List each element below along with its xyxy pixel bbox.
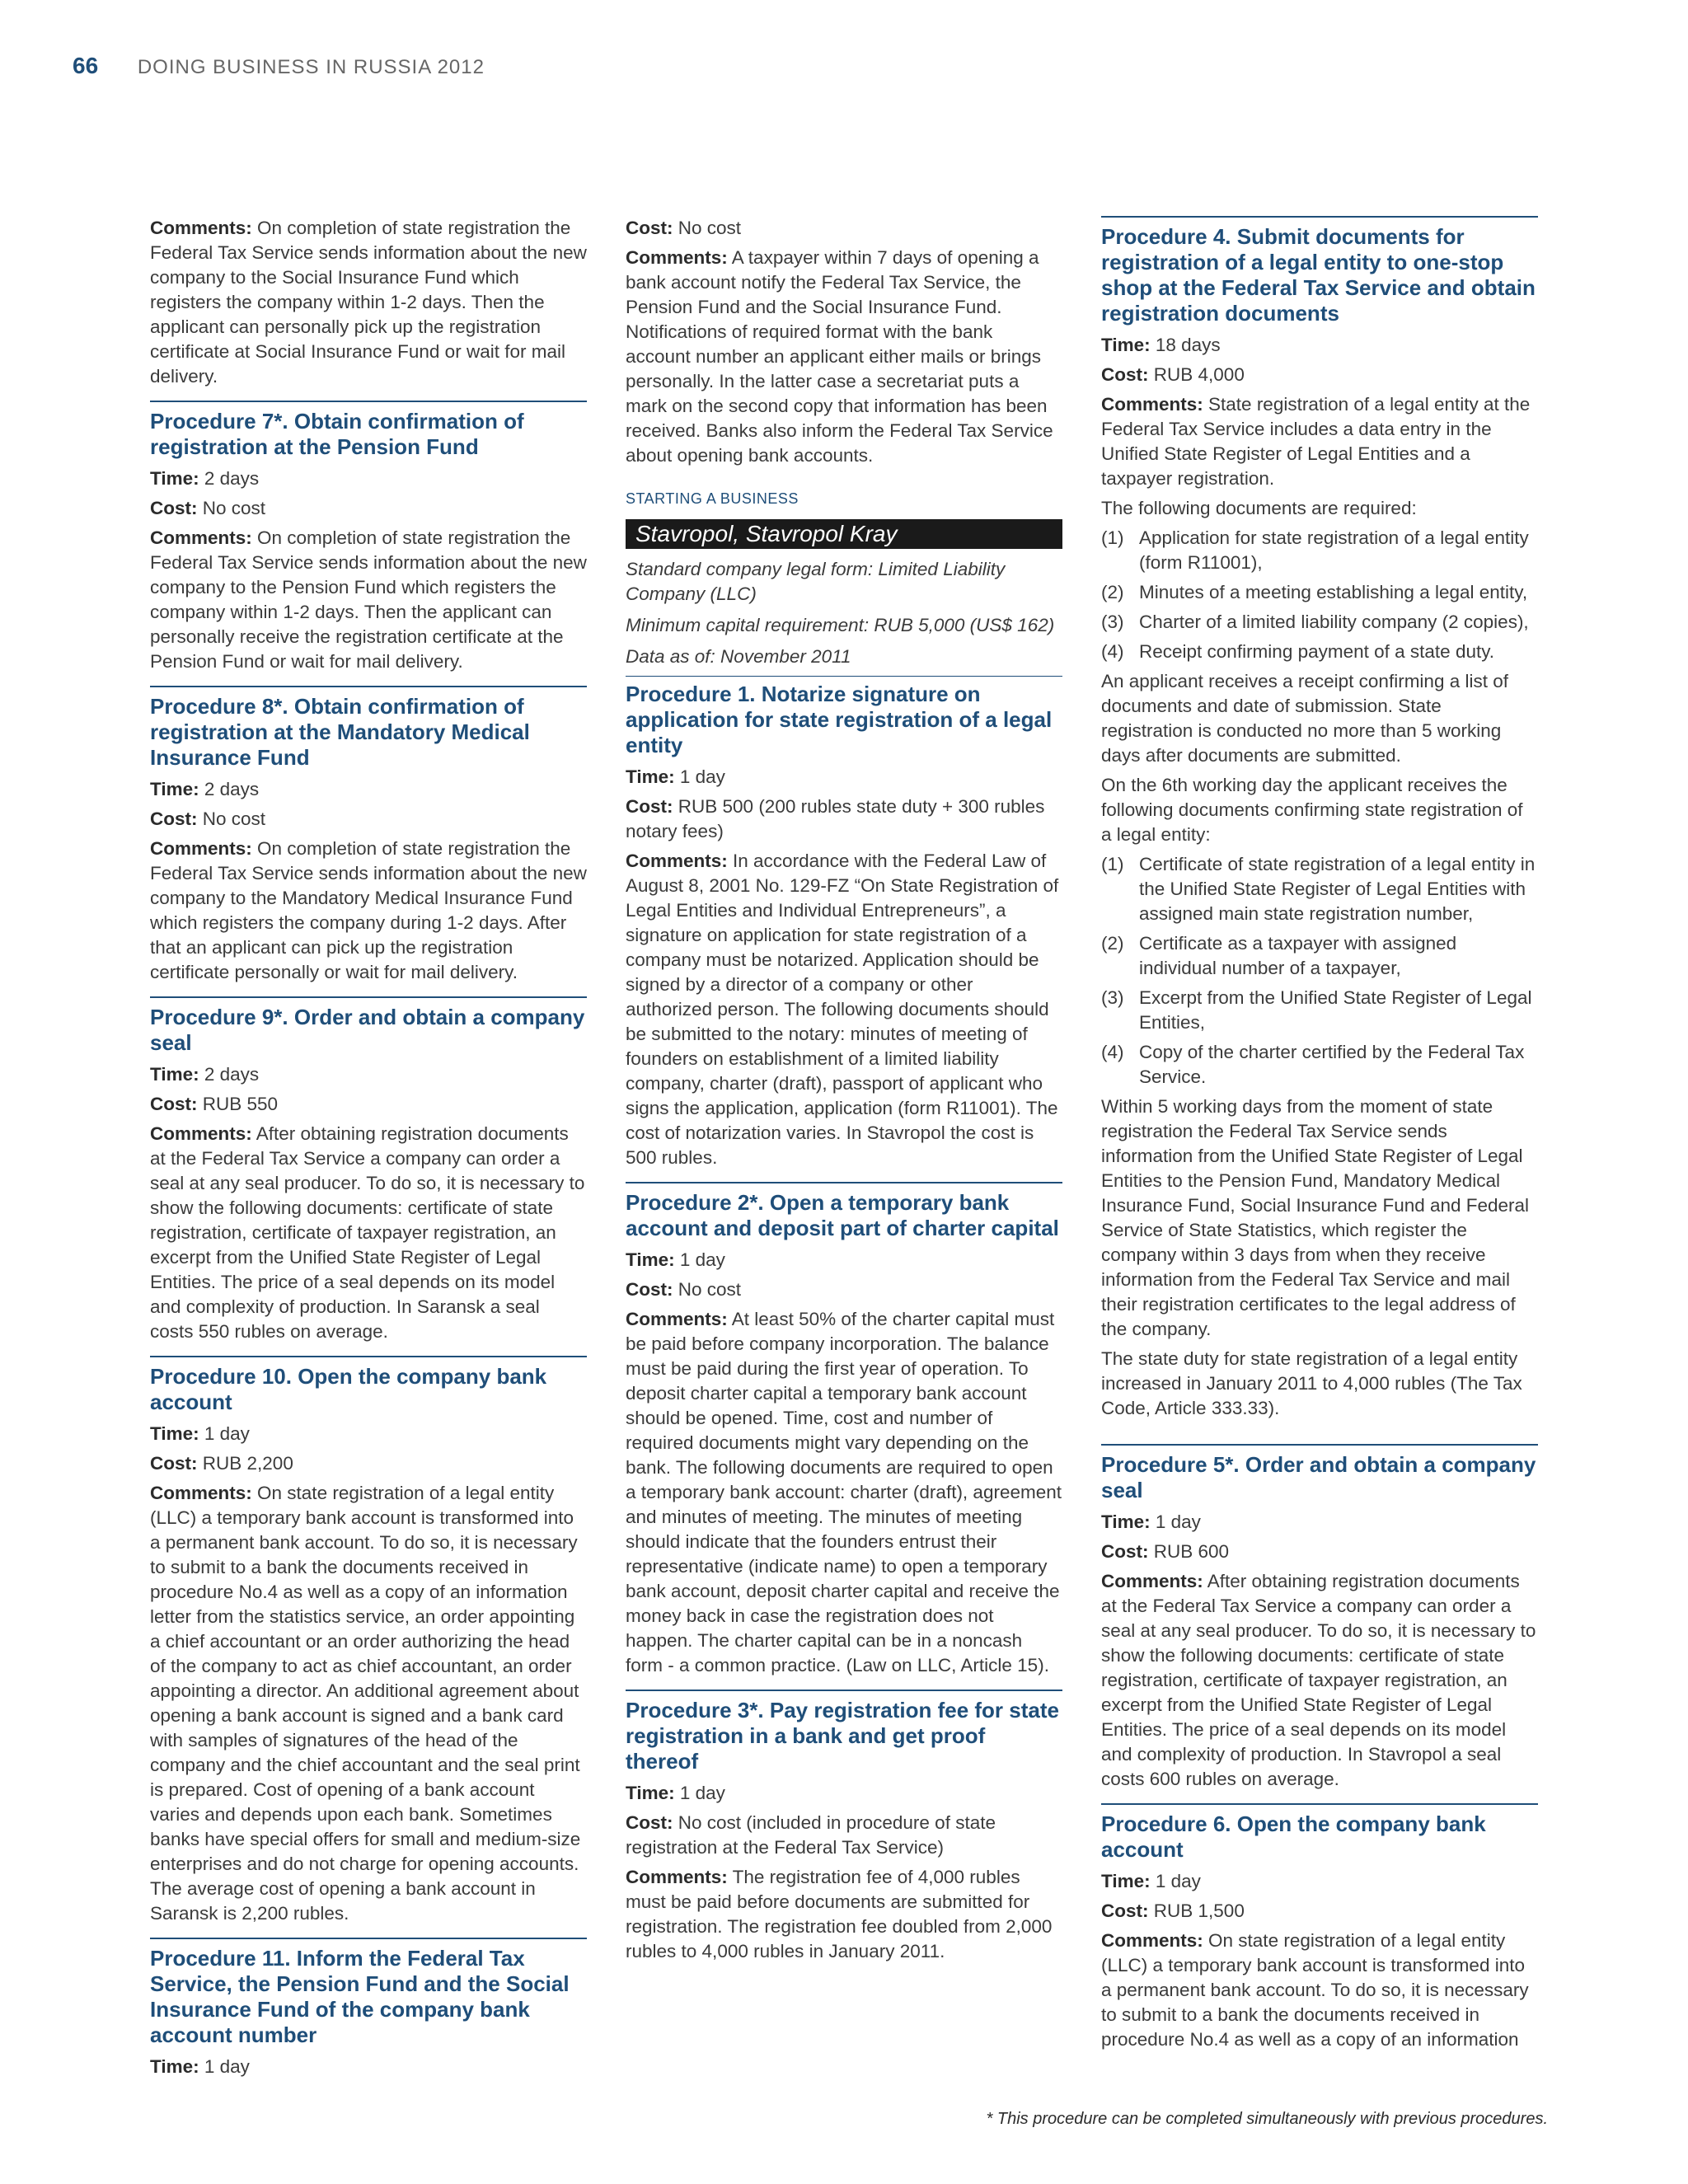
cost-value: RUB 4,000 xyxy=(1153,364,1245,385)
time-field xyxy=(1101,333,1538,358)
comments-field xyxy=(626,1865,1062,1964)
comments-text: In accordance with the Federal Law of August 8, 2001 No. 129-FZ “On State Registration of Legal Entities and Individual Entrepreneurs”, a signature on application for state registration of a company must be notarized. Application should be signed by a director of a company or other authorized person. The following documents should be submitted to the notary: minutes of meeting of founders on establishment of a limited liability company, charter (draft), passport of applicant who signs the application, application (form R11001). The cost of notarization varies. In Stavropol the cost is 500 rubles. xyxy=(626,851,1059,1168)
procedure-7 xyxy=(150,401,587,674)
comments-field xyxy=(1101,1929,1538,2052)
comments-text: The registration fee of 4,000 rubles must be paid before documents are submitted for registration. The registration fee doubled from 2,000 rubles to 4,000 rubles in January 2011. xyxy=(626,1867,1053,1961)
list-item xyxy=(1101,526,1538,575)
page-number: 66 xyxy=(73,53,99,78)
cost-value: No cost (included in procedure of state registration at the Federal Tax Service) xyxy=(626,1812,996,1858)
time-value: 1 day xyxy=(204,2056,250,2077)
list-number: (2) xyxy=(1101,582,1124,602)
legal-form: Standard company legal form: Limited Liability Company (LLC) xyxy=(626,559,1006,604)
procedure-title: Procedure 2*. Open a temporary bank account and deposit part of charter capital xyxy=(626,1190,1059,1240)
comments-field xyxy=(1101,1569,1538,1792)
data-as-of: Data as of: November 2011 xyxy=(626,644,1062,677)
certificates-list xyxy=(1101,852,1538,1090)
comments-text: On completion of state registration the Federal Tax Service sends information about the new company to the Mandatory Medical Insurance Fund which registers the company during 1-2 days. After that an applicant can pick up the registration certificate personally or wait for mail delivery. xyxy=(150,838,587,982)
procedure-4 xyxy=(1101,216,1538,1421)
list-text: Minutes of a meeting establishing a legal entity, xyxy=(1139,582,1528,602)
list-text: Receipt confirming payment of a state duty. xyxy=(1139,641,1495,662)
cost-value: No cost xyxy=(678,218,742,238)
comments-text: On completion of state registration the Federal Tax Service sends information about the new company to the Social Insurance Fund which registers the company within 1-2 days. Then the applicant can personally pick up the registration certificate at Social Insurance Fund or wait for mail delivery. xyxy=(150,218,587,387)
time-label: Time: xyxy=(150,779,199,799)
procedure-title: Procedure 1. Notarize signature on application for state registration of a legal entity xyxy=(626,682,1053,757)
time-value: 2 days xyxy=(204,779,260,799)
time-value: 2 days xyxy=(204,468,260,489)
docs-intro: The following documents are required: xyxy=(1101,498,1417,518)
footnote: * This procedure can be completed simultaneously with previous procedures. xyxy=(986,2110,1548,2128)
comments-text: A taxpayer within 7 days of opening a bank account notify the Federal Tax Service, the Pension Fund and the Social Insurance Fund. Notifications of required format with the bank account number an applicant either mails or brings personally. In the latter case a secretariat puts a mark on the second copy that information has been received. Banks also inform the Federal Tax Service about opening bank accounts. xyxy=(626,247,1053,466)
comments-field xyxy=(1101,392,1538,491)
time-value: 1 day xyxy=(1155,1871,1201,1891)
time-label: Time: xyxy=(150,1064,199,1085)
cost-label: Cost: xyxy=(150,498,198,518)
procedure-title: Procedure 7*. Obtain confirmation of registration at the Pension Fund xyxy=(150,409,524,459)
procedure-6 xyxy=(1101,1803,1538,2052)
list-number: (3) xyxy=(1101,612,1124,632)
list-number: (1) xyxy=(1101,527,1124,548)
list-text: Application for state registration of a legal entity (form R11001), xyxy=(1139,527,1529,573)
list-text: Excerpt from the Unified State Register of Legal Entities, xyxy=(1139,987,1532,1033)
list-item xyxy=(1101,986,1538,1035)
time-label: Time: xyxy=(1101,1511,1151,1532)
page-header xyxy=(73,53,485,79)
time-value: 1 day xyxy=(204,1423,250,1444)
time-label: Time: xyxy=(150,2056,199,2077)
comments-label: Comments: xyxy=(150,1123,252,1144)
comments-text: On state registration of a legal entity (LLC) a temporary bank account is transformed into a permanent bank account. To do so, it is necessary to submit to a bank the documents received in procedure No.4 as well as a copy of an information letter from the statistics service, an order appointing a chief accountant or an order authorizing the head of the company to act as chief accountant, an order appointing a director. An additional agreement about opening a bank account is signed and a bank card with samples of signatures of the head of the company and the chief accountant and the seal print is prepared. Cost of opening of a bank account varies and depends upon each bank. Sometimes banks have special offers for small and medium-size enterprises and do not charge for opening accounts. The average cost of opening a bank account in Saransk is 2,200 rubles. xyxy=(150,1483,581,1924)
procedure-title: Procedure 4. Submit documents for registration of a legal entity to one-stop shop at the Federal Tax Service and obtain registration documents xyxy=(1101,224,1536,326)
time-label: Time: xyxy=(150,468,199,489)
receipt-paragraph: An applicant receives a receipt confirming a list of documents and date of submission. State registration is conducted no more than 5 working days after documents are submitted. xyxy=(1101,671,1508,766)
cost-field xyxy=(150,807,587,832)
time-field xyxy=(150,1062,587,1087)
intro-comments xyxy=(150,216,587,389)
time-value: 1 day xyxy=(1155,1511,1201,1532)
comments-label: Comments: xyxy=(626,247,728,268)
cost-field xyxy=(626,1811,1062,1860)
list-text: Charter of a limited liability company (2 copies), xyxy=(1139,612,1529,632)
time-value: 2 days xyxy=(204,1064,260,1085)
cost-value: No cost xyxy=(678,1279,742,1300)
running-title: DOING BUSINESS IN RUSSIA 2012 xyxy=(137,56,485,78)
comments-field xyxy=(150,1122,587,1344)
time-label: Time: xyxy=(626,1783,675,1803)
comments-text: After obtaining registration documents at the Federal Tax Service a company can order a seal at any seal producer. To do so, it is necessary to show the following documents: certificate of state registration, certificate of taxpayer registration, an excerpt from the Unified State Register of Legal Entities. The price of a seal depends on its model and complexity of production. In Saransk a seal costs 550 rubles on average. xyxy=(150,1123,585,1342)
time-field xyxy=(626,765,1062,790)
comments-text: State registration of a legal entity at the Federal Tax Service includes a data entry in the Unified State Register of Legal Entities and a taxpayer registration. xyxy=(1101,394,1531,489)
list-number: (1) xyxy=(1101,854,1124,874)
comments-label: Comments: xyxy=(626,1867,728,1887)
within-paragraph: Within 5 working days from the moment of state registration the Federal Tax Service sends information from the Unified State Register of Legal Entities to the Pension Fund, Mandatory Medical Insurance Fund, Social Insurance Fund and Federal Service of State Statistics, which register the company within 3 days from when they receive information from the Federal Tax Service and mail their registration certificates to the legal address of the company. xyxy=(1101,1096,1530,1339)
procedure-title: Procedure 9*. Order and obtain a company seal xyxy=(150,1005,585,1055)
comments-label: Comments: xyxy=(1101,394,1203,415)
cost-value: No cost xyxy=(202,498,266,518)
time-label: Time: xyxy=(626,766,675,787)
comments-label: Comments: xyxy=(1101,1571,1203,1591)
cost-field xyxy=(1101,1899,1538,1924)
cost-field xyxy=(626,1277,1062,1302)
cost-label: Cost: xyxy=(626,1812,673,1833)
min-capital: Minimum capital requirement: RUB 5,000 (US$ 162) xyxy=(626,615,1055,635)
comments-text: On state registration of a legal entity (LLC) a temporary bank account is transformed into a permanent bank account. To do so, it is necessary to submit to a bank the documents received in procedure No.4 as well as a copy of an information xyxy=(1101,1930,1529,2050)
column-right xyxy=(1101,216,1538,2057)
comments-field xyxy=(626,246,1062,468)
time-field xyxy=(1101,1510,1538,1535)
list-number: (4) xyxy=(1101,641,1124,662)
time-value: 1 day xyxy=(679,1783,725,1803)
list-item xyxy=(1101,640,1538,664)
column-left xyxy=(150,216,587,2084)
cost-label: Cost: xyxy=(626,796,673,817)
procedure-9 xyxy=(150,996,587,1344)
procedure-title: Procedure 11. Inform the Federal Tax Service, the Pension Fund and the Social Insurance Fund of the company bank account number xyxy=(150,1946,570,2047)
cost-label: Cost: xyxy=(1101,1900,1149,1921)
comments-field xyxy=(150,837,587,985)
time-field xyxy=(1101,1869,1538,1894)
cost-field xyxy=(626,794,1062,844)
list-item xyxy=(1101,931,1538,981)
comments-field xyxy=(626,849,1062,1170)
procedure-title: Procedure 5*. Order and obtain a company seal xyxy=(1101,1452,1536,1502)
cost-field xyxy=(150,1451,587,1476)
cost-value: RUB 1,500 xyxy=(1153,1900,1245,1921)
time-value: 1 day xyxy=(679,766,725,787)
cost-field xyxy=(626,216,1062,241)
procedure-10 xyxy=(150,1356,587,1926)
time-label: Time: xyxy=(626,1249,675,1270)
comments-label: Comments: xyxy=(150,1483,252,1503)
procedure-5 xyxy=(1101,1444,1538,1792)
procedure-2 xyxy=(626,1182,1062,1678)
cost-label: Cost: xyxy=(626,218,673,238)
procedure-title: Procedure 8*. Obtain confirmation of registration at the Mandatory Medical Insurance Fund xyxy=(150,694,530,770)
procedure-title: Procedure 10. Open the company bank account xyxy=(150,1364,547,1414)
time-value: 1 day xyxy=(679,1249,725,1270)
list-text: Certificate of state registration of a legal entity in the Unified State Register of Legal Entities with assigned main state registration number, xyxy=(1139,854,1536,924)
time-label: Time: xyxy=(1101,335,1151,355)
procedure-1 xyxy=(626,682,1062,1170)
cost-label: Cost: xyxy=(150,1094,198,1114)
list-item xyxy=(1101,1040,1538,1090)
comments-label: Comments: xyxy=(150,218,252,238)
comments-text: After obtaining registration documents at the Federal Tax Service a company can order a seal at any seal producer. To do so, it is necessary to show the following documents: certificate of state registration, certificate of taxpayer registration, an excerpt from the Unified State Register of Legal Entities. The price of a seal depends on its model and complexity of production. In Stavropol a seal costs 600 rubles on average. xyxy=(1101,1571,1536,1789)
cost-label: Cost: xyxy=(150,808,198,829)
comments-label: Comments: xyxy=(1101,1930,1203,1951)
cost-field xyxy=(150,496,587,521)
cost-value: RUB 600 xyxy=(1153,1541,1230,1562)
procedure-title: Procedure 3*. Pay registration fee for state registration in a bank and get proof thereof xyxy=(626,1698,1059,1774)
time-field xyxy=(626,1248,1062,1272)
list-item xyxy=(1101,852,1538,926)
section-label: STARTING A BUSINESS xyxy=(626,490,799,507)
cost-value: RUB 2,200 xyxy=(202,1453,293,1474)
time-label: Time: xyxy=(150,1423,199,1444)
list-number: (4) xyxy=(1101,1042,1124,1062)
time-field xyxy=(150,466,587,491)
city-title-bar: Stavropol, Stavropol Kray xyxy=(626,519,1062,549)
time-value: 18 days xyxy=(1155,335,1221,355)
cost-label: Cost: xyxy=(1101,364,1149,385)
time-field xyxy=(150,2055,587,2079)
cost-label: Cost: xyxy=(150,1453,198,1474)
time-field xyxy=(626,1781,1062,1806)
cost-label: Cost: xyxy=(626,1279,673,1300)
comments-text: At least 50% of the charter capital must be paid before company incorporation. The balance must be paid during the first year of operation. To deposit charter capital a temporary bank account should be opened. Time, cost and number of required documents might vary depending on the bank. The following documents are required to open a temporary bank account: charter (draft), agreement and minutes of meeting. The minutes of meeting should indicate that the founders entrust their representative (indicate name) to open a temporary bank account, deposit charter capital and receive the money back in case the registration does not happen. The charter capital can be in a noncash form - a common practice. (Law on LLC, Article 15). xyxy=(626,1309,1062,1675)
column-middle xyxy=(626,216,1062,1969)
comments-label: Comments: xyxy=(626,1309,728,1329)
cost-field xyxy=(1101,363,1538,387)
time-field xyxy=(150,1422,587,1446)
procedure-3 xyxy=(626,1690,1062,1964)
cost-value: RUB 550 xyxy=(202,1094,279,1114)
comments-label: Comments: xyxy=(150,527,252,548)
cost-value: RUB 500 (200 rubles state duty + 300 rubles notary fees) xyxy=(626,796,1045,841)
comments-field xyxy=(150,1481,587,1926)
time-field xyxy=(150,777,587,802)
cost-label: Cost: xyxy=(1101,1541,1149,1562)
list-number: (3) xyxy=(1101,987,1124,1008)
list-text: Copy of the charter certified by the Federal Tax Service. xyxy=(1139,1042,1525,1087)
cost-field xyxy=(1101,1540,1538,1564)
list-item xyxy=(1101,610,1538,635)
comments-text: On completion of state registration the Federal Tax Service sends information about the new company to the Pension Fund which registers the company within 1-2 days. Then the applicant can personally receive the registration certificate at the Pension Fund or wait for mail delivery. xyxy=(150,527,587,672)
duty-paragraph: The state duty for state registration of a legal entity increased in January 2011 to 4,000 rubles (The Tax Code, Article 333.33). xyxy=(1101,1348,1522,1418)
list-item xyxy=(1101,580,1538,605)
comments-field xyxy=(626,1307,1062,1678)
list-text: Certificate as a taxpayer with assigned individual number of a taxpayer, xyxy=(1139,933,1457,978)
procedure-title: Procedure 6. Open the company bank account xyxy=(1101,1811,1486,1862)
required-documents-list xyxy=(1101,526,1538,664)
cost-field xyxy=(150,1092,587,1117)
time-label: Time: xyxy=(1101,1871,1151,1891)
list-number: (2) xyxy=(1101,933,1124,954)
sixth-day-paragraph: On the 6th working day the applicant receives the following documents confirming state registration of a legal entity: xyxy=(1101,775,1523,845)
cost-value: No cost xyxy=(202,808,266,829)
comments-label: Comments: xyxy=(150,838,252,859)
comments-field xyxy=(150,526,587,674)
comments-label: Comments: xyxy=(626,851,728,871)
procedure-8 xyxy=(150,686,587,985)
procedure-11 xyxy=(150,1938,587,2079)
